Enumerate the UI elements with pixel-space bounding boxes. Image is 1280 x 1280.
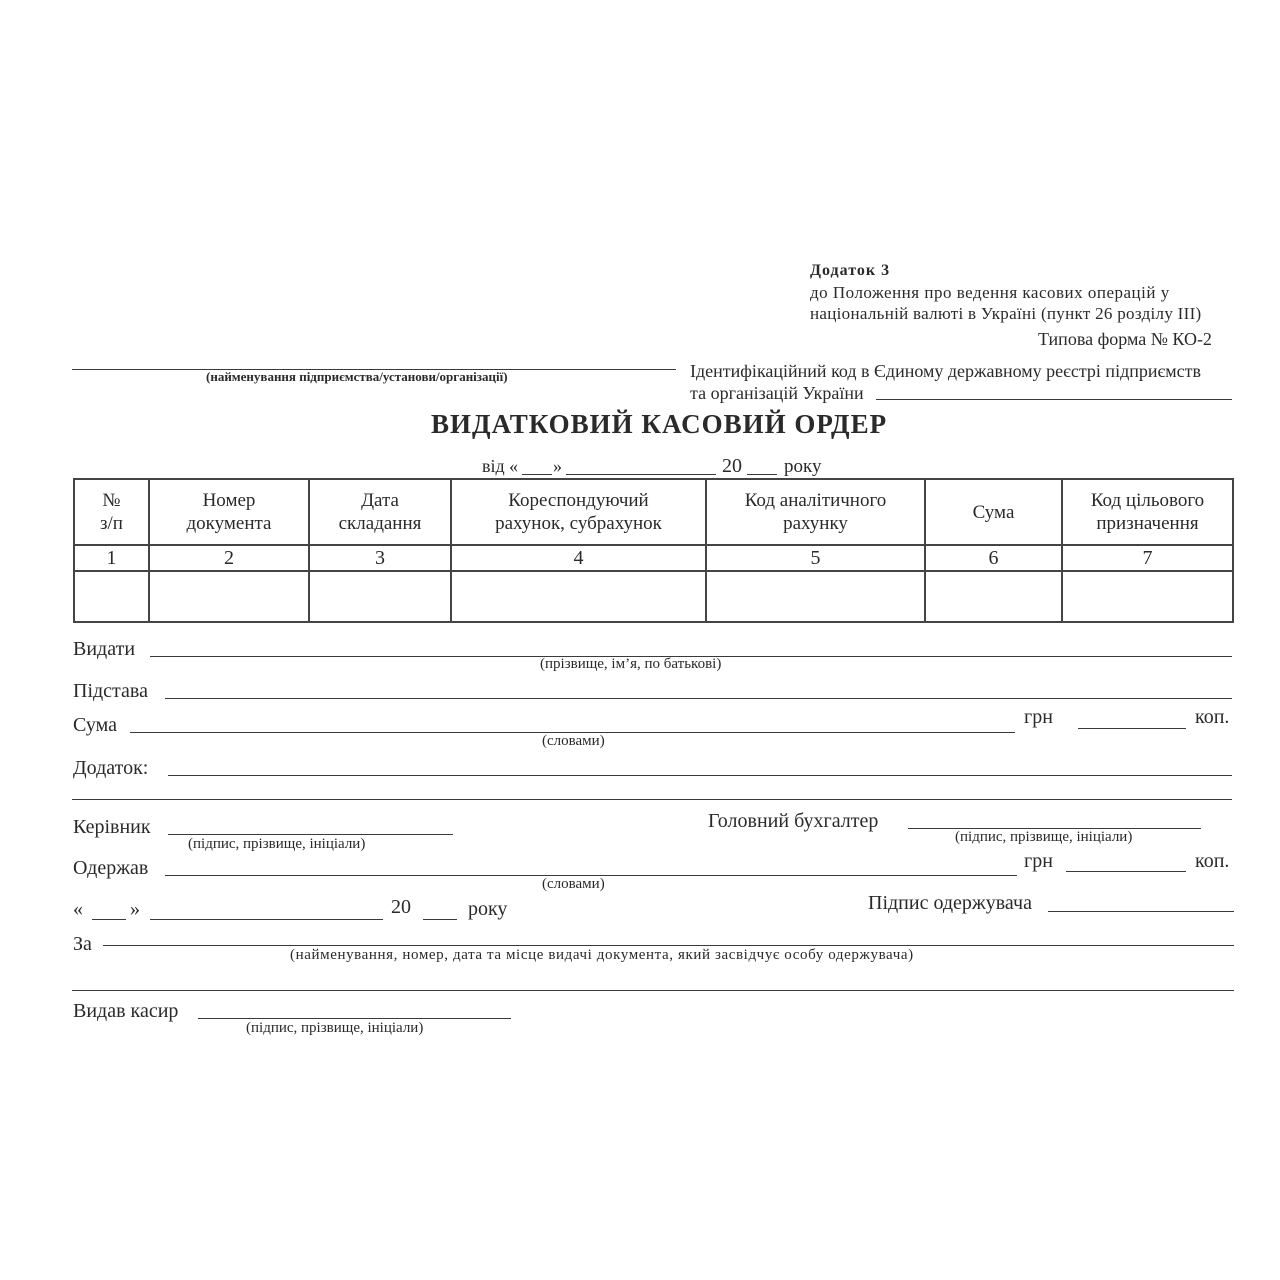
header-cell-purpose-code: Код цільового призначення (1062, 479, 1233, 545)
table-cell[interactable] (149, 571, 309, 622)
suma-grn-label: грн (1024, 706, 1053, 728)
kerivnyk-line[interactable] (168, 834, 453, 835)
table-cell[interactable] (309, 571, 451, 622)
receipt-date-open-quote: « (73, 898, 83, 920)
header-cell-date: Дата складання (309, 479, 451, 545)
za-line-2[interactable] (72, 990, 1234, 991)
receipt-date-close-quote: » (130, 898, 140, 920)
pidstava-label: Підстава (73, 680, 148, 702)
za-caption: (найменування, номер, дата та місце видачі документа, який засвідчує особу одержувача) (290, 947, 914, 963)
date-year-prefix: 20 (722, 455, 742, 477)
table-number-row (74, 545, 1233, 571)
id-code-line[interactable] (876, 399, 1232, 400)
receipt-date-year-line[interactable] (423, 919, 457, 920)
recipient-signature-label: Підпис одержувача (868, 892, 1032, 914)
column-number: 6 (925, 545, 1062, 571)
appendix-title: Додаток 3 (810, 262, 891, 279)
id-code-label-2: та організацій України (690, 383, 864, 403)
date-year-line[interactable] (747, 474, 777, 475)
kerivnyk-label: Керівник (73, 816, 151, 838)
oderzhav-label: Одержав (73, 857, 149, 879)
receipt-date-year: 20 (391, 896, 411, 918)
date-day-line[interactable] (522, 474, 552, 475)
document-title: ВИДАТКОВИЙ КАСОВИЙ ОРДЕР (431, 409, 888, 439)
table-cell[interactable] (925, 571, 1062, 622)
receipt-date-roku: року (468, 898, 508, 920)
oderzhav-grn-label: грн (1024, 850, 1053, 872)
oderzhav-kop-line[interactable] (1066, 871, 1186, 872)
column-number: 5 (706, 545, 925, 571)
table-cell[interactable] (74, 571, 149, 622)
suma-words-caption: (словами) (542, 733, 605, 749)
za-line-1[interactable] (103, 945, 1234, 946)
kasyr-caption: (підпис, прізвище, ініціали) (246, 1020, 424, 1036)
table-row (74, 571, 1233, 622)
header-cell-number: № з/п (74, 479, 149, 545)
suma-kop-line[interactable] (1078, 728, 1186, 729)
org-name-caption: (найменування підприємства/установи/організації) (206, 369, 508, 384)
date-close-quote: » (553, 456, 562, 476)
receipt-date-day-line[interactable] (92, 919, 126, 920)
column-number: 1 (74, 545, 149, 571)
recipient-signature-line[interactable] (1048, 911, 1234, 912)
order-table (73, 478, 1234, 623)
table-cell[interactable] (1062, 571, 1233, 622)
suma-kop-label: коп. (1195, 706, 1230, 728)
kasyr-line[interactable] (198, 1018, 511, 1019)
column-number: 2 (149, 545, 309, 571)
dodatok-line-2[interactable] (72, 799, 1232, 800)
date-year-suffix: року (784, 456, 822, 477)
oderzhav-caption: (словами) (542, 876, 605, 892)
kasyr-label: Видав касир (73, 1000, 179, 1022)
column-number: 3 (309, 545, 451, 571)
date-from-label: від « (482, 456, 519, 476)
vydaty-caption: (прізвище, ім’я, по батькові) (540, 656, 722, 672)
table-cell[interactable] (706, 571, 925, 622)
table-cell[interactable] (451, 571, 706, 622)
table-header-row (74, 479, 1233, 545)
column-number: 4 (451, 545, 706, 571)
header-cell-sum: Сума (925, 479, 1062, 545)
vydaty-label: Видати (73, 638, 136, 660)
dodatok-label: Додаток: (73, 757, 149, 779)
id-code-label-1: Ідентифікаційний код в Єдиному державному реєстрі підприємств (690, 361, 1201, 381)
kerivnyk-caption: (підпис, прізвище, ініціали) (188, 836, 366, 852)
za-label: За (73, 933, 92, 955)
dodatok-line-1[interactable] (168, 775, 1232, 776)
pidstava-line[interactable] (165, 698, 1232, 699)
golovnyi-caption: (підпис, прізвище, ініціали) (955, 829, 1133, 845)
form-number: Типова форма № КО-2 (1038, 329, 1212, 349)
header-cell-doc-number: Номер документа (149, 479, 309, 545)
appendix-line2: національній валюті в Україні (пункт 26 розділу III) (810, 304, 1202, 323)
header-cell-analytic-code: Код аналітичного рахунку (706, 479, 925, 545)
header-cell-account: Кореспондуючий рахунок, субрахунок (451, 479, 706, 545)
suma-label: Сума (73, 714, 117, 736)
date-month-line[interactable] (566, 474, 716, 475)
golovnyi-label: Головний бухгалтер (708, 810, 879, 832)
oderzhav-kop-label: коп. (1195, 850, 1230, 872)
receipt-date-month-line[interactable] (150, 919, 383, 920)
appendix-line1: до Положення про ведення касових операцій у (810, 283, 1170, 302)
column-number: 7 (1062, 545, 1233, 571)
